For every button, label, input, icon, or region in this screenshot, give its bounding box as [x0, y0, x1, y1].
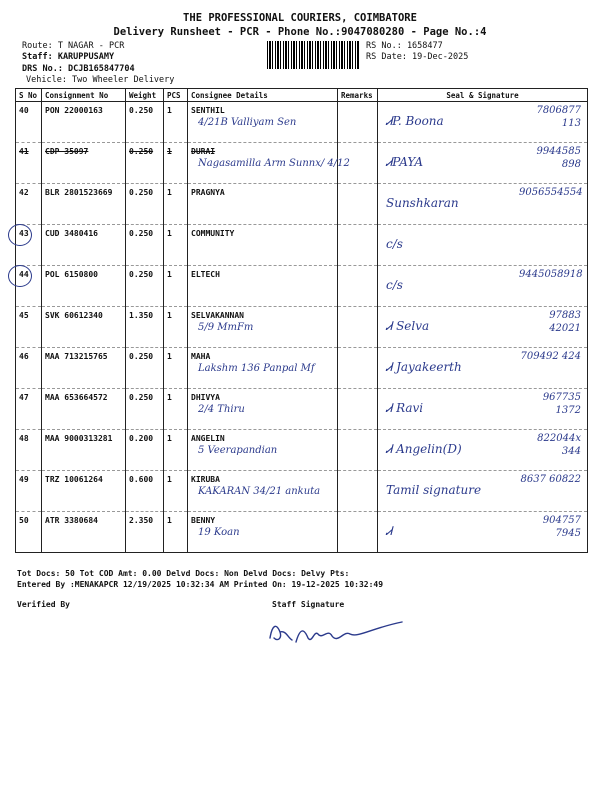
row-sno [16, 143, 42, 184]
col-seal-signature: Seal & Signature [378, 89, 588, 102]
row-consignment-text: POL 6150800 [45, 270, 98, 279]
row-pcs [164, 430, 188, 471]
handwritten-phone: 7806877 113 [536, 105, 581, 129]
row-consignment-text: ATR 3380684 [45, 516, 98, 525]
totals-line: Tot Docs: 50 Tot COD Amt: 0.00 Delvd Docs: Non Delvd Docs: Delvy Pts: [17, 569, 350, 578]
row-consignee-text: PRAGNYA [191, 188, 225, 197]
row-seal-signature [378, 471, 588, 512]
row-pcs-text: 1 [167, 516, 172, 525]
row-pcs-text: 1 [167, 434, 172, 443]
row-sno-text: 50 [19, 516, 29, 525]
row-consignee-text: SELVAKANNAN [191, 311, 244, 320]
row-weight [126, 430, 164, 471]
row-consignee [188, 102, 338, 143]
row-remarks [338, 389, 378, 430]
row-sno [16, 430, 42, 471]
row-consignment-text: BLR 2801523669 [45, 188, 113, 197]
handwritten-address: 2/4 Thiru [198, 404, 245, 415]
row-pcs-text: 1 [167, 393, 172, 402]
handwritten-circle [8, 224, 32, 246]
company-title: THE PROFESSIONAL COURIERS, COIMBATORE [183, 12, 417, 24]
row-pcs [164, 102, 188, 143]
row-remarks [338, 430, 378, 471]
table-row [16, 307, 588, 348]
handwritten-circle [8, 265, 32, 287]
table-header-row [16, 89, 588, 102]
row-consignee [188, 348, 338, 389]
row-seal-signature [378, 225, 588, 266]
row-remarks [338, 225, 378, 266]
row-remarks [338, 184, 378, 225]
row-seal-signature [378, 102, 588, 143]
row-consignment-text: MAA 713215765 [45, 352, 108, 361]
row-weight-text: 1.350 [129, 311, 154, 320]
handwritten-phone: 9445058918 [519, 269, 583, 280]
handwritten-signature: Ꮧ Jayakeerth [386, 360, 462, 374]
row-remarks [338, 143, 378, 184]
row-consignment-text: TRZ 10061264 [45, 475, 103, 484]
row-sno [16, 266, 42, 307]
row-consignment [42, 348, 126, 389]
handwritten-signature: Ꮧ Angelin(D) [386, 442, 462, 456]
row-consignment-text: MAA 9000313281 [45, 434, 113, 443]
rs-number: RS No.: 1658477 [366, 41, 443, 51]
row-sno-text: 41 [19, 147, 29, 156]
row-consignee [188, 471, 338, 512]
row-consignee-text: ELTECH [191, 270, 220, 279]
row-seal-signature [378, 430, 588, 471]
runsheet-subtitle: Delivery Runsheet - PCR - Phone No.:9047080280 - Page No.:4 [113, 26, 487, 38]
entered-by-line: Entered By :MENAKAPCR 12/19/2025 10:32:34 AM Printed On: 19-12-2025 10:32:49 [17, 580, 384, 589]
handwritten-signature: ᏗPAYA [386, 155, 424, 169]
table-row [16, 266, 588, 307]
row-consignee [188, 225, 338, 266]
row-weight-text: 0.200 [129, 434, 154, 443]
row-consignee-text: BENNY [191, 516, 216, 525]
row-seal-signature [378, 143, 588, 184]
rs-date: RS Date: 19-Dec-2025 [366, 52, 469, 62]
row-consignee [188, 143, 350, 184]
table-row [16, 225, 588, 266]
row-consignment-text: SVK 60612340 [45, 311, 103, 320]
row-weight [126, 184, 164, 225]
row-pcs-text: 1 [167, 270, 172, 279]
row-seal-signature [378, 266, 588, 307]
handwritten-address: 19 Koan [198, 527, 240, 538]
row-pcs-text: 1 [167, 311, 172, 320]
handwritten-phone: 9056554554 [519, 187, 583, 198]
handwritten-address: 5/9 MmFm [198, 322, 254, 333]
row-sno-text: 40 [19, 106, 29, 115]
row-pcs-text: 1 [167, 106, 172, 115]
row-sno-text: 43 [19, 229, 29, 238]
row-consignment-text: PON 22000163 [45, 106, 103, 115]
row-weight [126, 307, 164, 348]
row-pcs-text: 1 [167, 147, 172, 156]
col-remarks: Remarks [338, 89, 378, 102]
row-consignment-text: CDP 35097 [45, 147, 89, 156]
row-sno-text: 48 [19, 434, 29, 443]
row-pcs [164, 348, 188, 389]
row-weight [126, 471, 164, 512]
row-consignee [188, 266, 338, 307]
table-row [16, 184, 588, 225]
handwritten-address: Lakshm 136 Panpal Mf [198, 363, 315, 374]
row-sno [16, 307, 42, 348]
handwritten-phone: 709492 424 [520, 351, 581, 362]
row-consignee-text: DURAI [191, 147, 216, 156]
verified-by-label: Verified By [17, 600, 70, 609]
row-sno [16, 102, 42, 143]
row-consignment-text: CUD 3480416 [45, 229, 98, 238]
table-row [16, 430, 588, 471]
table-row [16, 143, 588, 184]
row-remarks [338, 471, 378, 512]
row-remarks [338, 266, 378, 307]
row-pcs-text: 1 [167, 352, 172, 361]
handwritten-phone: 9944585 898 [536, 146, 581, 170]
row-weight-text: 0.250 [129, 229, 154, 238]
handwritten-signature: Tamil signature [386, 483, 482, 497]
handwritten-address: 5 Veerapandian [198, 445, 278, 456]
handwritten-address: 4/21B Valliyam Sen [198, 117, 297, 128]
row-consignment [42, 266, 126, 307]
row-weight [126, 266, 164, 307]
row-remarks [338, 512, 378, 553]
row-consignee-text: DHIVYA [191, 393, 220, 402]
row-consignee [188, 512, 338, 553]
staff-label: Staff: KARUPPUSAMY [22, 52, 115, 62]
row-pcs-text: 1 [167, 229, 172, 238]
row-seal-signature [378, 389, 588, 430]
staff-signature-scribble [262, 608, 422, 650]
row-pcs [164, 512, 188, 553]
row-weight [126, 389, 164, 430]
row-consignment [42, 389, 126, 430]
handwritten-signature: Ꮧ Ravi [386, 401, 424, 415]
row-consignee [188, 389, 338, 430]
handwritten-signature: Ꮧ Selva [386, 319, 430, 333]
row-weight-text: 0.250 [129, 393, 154, 402]
row-weight-text: 0.250 [129, 106, 154, 115]
row-pcs [164, 184, 188, 225]
row-weight [126, 225, 164, 266]
runsheet-table [15, 88, 588, 553]
row-pcs-text: 1 [167, 188, 172, 197]
row-consignment [42, 102, 126, 143]
handwritten-address: KAKARAN 34/21 ankuta [198, 486, 321, 497]
row-weight-text: 0.600 [129, 475, 154, 484]
table-row [16, 471, 588, 512]
row-pcs [164, 143, 188, 184]
handwritten-signature: c/s [386, 237, 403, 251]
row-sno-text: 45 [19, 311, 29, 320]
handwritten-signature: Ꮧ [386, 524, 393, 538]
row-consignment [42, 471, 126, 512]
row-remarks [338, 307, 378, 348]
row-remarks [338, 348, 378, 389]
row-weight-text: 2.350 [129, 516, 154, 525]
row-weight [126, 348, 164, 389]
row-remarks [338, 102, 378, 143]
row-weight-text: 0.250 [129, 147, 154, 156]
row-sno [16, 348, 42, 389]
row-seal-signature [378, 512, 588, 553]
row-consignee-text: SENTHIL [191, 106, 225, 115]
col-sno: S No [16, 89, 42, 102]
row-sno [16, 389, 42, 430]
row-consignment [42, 143, 126, 184]
row-consignment [42, 225, 126, 266]
handwritten-phone: 822044x 344 [537, 433, 581, 457]
row-sno-text: 44 [19, 270, 29, 279]
row-seal-signature [378, 307, 588, 348]
vehicle-label: Vehicle: Two Wheeler Delivery [26, 75, 175, 85]
handwritten-address: Nagasamilla Arm Sunnx/ 4/12 [198, 158, 350, 169]
row-consignment [42, 512, 126, 553]
row-consignee [188, 307, 338, 348]
table-row [16, 102, 588, 143]
row-consignment [42, 307, 126, 348]
row-weight [126, 102, 164, 143]
row-sno [16, 184, 42, 225]
table-row [16, 348, 588, 389]
handwritten-phone: 97883 42021 [549, 310, 581, 334]
row-weight-text: 0.250 [129, 352, 154, 361]
handwritten-phone: 8637 60822 [520, 474, 581, 485]
col-weight: Weight [126, 89, 164, 102]
row-sno-text: 46 [19, 352, 29, 361]
drs-label: DRS No.: DCJB165847704 [22, 64, 135, 74]
route-label: Route: T NAGAR - PCR [22, 41, 125, 51]
col-consignment: Consignment No [42, 89, 126, 102]
table-row [16, 512, 588, 553]
row-seal-signature [378, 348, 588, 389]
staff-signature-label: Staff Signature [272, 600, 345, 609]
row-weight-text: 0.250 [129, 188, 154, 197]
row-weight-text: 0.250 [129, 270, 154, 279]
row-pcs [164, 471, 188, 512]
row-consignee-text: MAHA [191, 352, 211, 361]
row-pcs [164, 307, 188, 348]
handwritten-phone: 904757 7945 [542, 515, 581, 539]
row-consignment-text: MAA 653664572 [45, 393, 108, 402]
table-row [16, 389, 588, 430]
col-pcs: PCS [164, 89, 188, 102]
row-weight [126, 512, 164, 553]
row-sno [16, 225, 42, 266]
row-consignment [42, 430, 126, 471]
row-pcs [164, 266, 188, 307]
row-pcs [164, 389, 188, 430]
handwritten-signature: Sunshkaran [386, 196, 459, 210]
row-seal-signature [378, 184, 588, 225]
handwritten-signature: ᏗP. Boona [386, 114, 444, 128]
row-sno [16, 512, 42, 553]
row-sno-text: 49 [19, 475, 29, 484]
handwritten-phone: 967735 1372 [542, 392, 581, 416]
row-consignee [188, 184, 338, 225]
row-weight [126, 143, 164, 184]
row-sno [16, 471, 42, 512]
row-consignment [42, 184, 126, 225]
row-consignee [188, 430, 338, 471]
barcode [267, 41, 360, 69]
handwritten-signature: c/s [386, 278, 403, 292]
row-pcs-text: 1 [167, 475, 172, 484]
col-consignee: Consignee Details [188, 89, 338, 102]
row-sno-text: 47 [19, 393, 29, 402]
row-consignee-text: ANGELIN [191, 434, 225, 443]
row-consignee-text: COMMUNITY [191, 229, 235, 238]
row-consignee-text: KIRUBA [191, 475, 220, 484]
row-sno-text: 42 [19, 188, 29, 197]
row-pcs [164, 225, 188, 266]
